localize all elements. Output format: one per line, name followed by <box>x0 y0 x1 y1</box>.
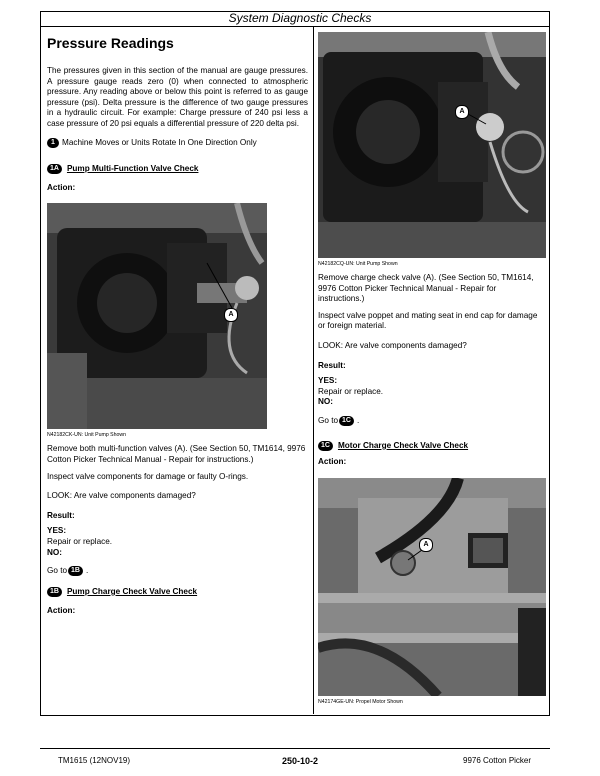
step-1 <box>47 138 308 149</box>
step-1c-badge: 1C <box>318 441 333 451</box>
callout-a: A <box>224 308 238 322</box>
action-label-2: Action: <box>47 606 76 616</box>
goto-text: Go to <box>47 566 68 576</box>
action-label: Action: <box>47 182 76 192</box>
left-column <box>47 32 308 617</box>
column-divider <box>313 27 314 714</box>
callout-a: A <box>455 105 469 119</box>
step-1b-heading[interactable] <box>47 587 308 598</box>
goto-1c-badge[interactable]: 1C <box>339 416 354 426</box>
yes-label: YES: <box>318 376 338 386</box>
goto-1b-badge[interactable]: 1B <box>68 566 83 576</box>
callout-a: A <box>419 538 433 552</box>
photo-caption: N42182CQ-UN: Unit Pump Shown <box>318 261 398 267</box>
propel-motor-photo-image <box>318 478 546 696</box>
step-1a-heading[interactable] <box>47 164 308 175</box>
propel-motor-photo <box>318 478 546 696</box>
photo-caption: N42174GE-UN: Propel Motor Shown <box>318 698 403 705</box>
instruction-remove: Remove charge check valve (A). (See Section 50, TM1614, 9976 Cotton Picker Technical Manual - Repair for instructions.) <box>318 273 534 304</box>
step-1b-badge: 1B <box>47 587 62 597</box>
result-label: Result: <box>318 360 346 370</box>
action-label: Action: <box>318 457 347 467</box>
instruction-remove: Remove both multi-function valves (A). (See Section 50, TM1614, 9976 Cotton Picker Technical Manual - Repair for instructions.) <box>47 444 306 464</box>
photo-caption: N42182CK-UN: Unit Pump Shown <box>47 432 127 439</box>
no-label: NO: <box>318 397 334 407</box>
instruction-inspect: Inspect valve components for damage or faulty O-rings. <box>47 471 249 481</box>
header-rule <box>40 26 550 27</box>
step-1a-badge: 1A <box>47 164 62 174</box>
step-1c-heading[interactable] <box>318 441 543 452</box>
yes-text: Repair or replace. <box>318 386 384 396</box>
footer-page-number: 250-10-2 <box>281 756 319 766</box>
page-header-title: System Diagnostic Checks <box>228 11 372 25</box>
step-1c-title: Motor Charge Check Valve Check <box>337 440 469 450</box>
step-1b-title: Pump Charge Check Valve Check <box>66 586 198 596</box>
footer-rule <box>40 748 550 749</box>
right-column <box>318 32 543 711</box>
charge-check-photo <box>318 32 546 258</box>
goto-step-1b[interactable]: Go to 1B . <box>47 566 89 576</box>
goto-text: Go to <box>318 415 339 425</box>
look-question: LOOK: Are valve components damaged? <box>318 340 467 350</box>
step-1-text: Machine Moves or Units Rotate In One Direction Only <box>62 137 257 147</box>
step-1-badge: 1 <box>47 138 59 148</box>
yes-text: Repair or replace. <box>47 536 113 546</box>
section-heading: Pressure Readings <box>47 35 174 51</box>
look-question: LOOK: Are valve components damaged? <box>47 491 196 501</box>
step-1a-title: Pump Multi-Function Valve Check <box>66 164 199 174</box>
unit-pump-photo <box>47 203 267 429</box>
goto-step-1c[interactable]: Go to 1C . <box>318 415 360 425</box>
result-label: Result: <box>47 510 75 520</box>
charge-check-photo-image <box>318 32 546 258</box>
yes-label: YES: <box>47 526 67 536</box>
instruction-inspect: Inspect valve poppet and mating seat in end cap for damage or foreign material. <box>318 310 538 331</box>
intro-paragraph: The pressures given in this section of the manual are gauge pressures. A pressure gauge reads zero (0) when connected to atmospheric pressure. Any reading above or below this point is referred to as gauge pressure (psi). Delta pressure is the difference of two gauge pressures in a hydraulic circuit. For example: Charge pressure of 240 psi less a case pressure of 20 psi equals a differential pressure of 220 delta psi. <box>47 66 308 128</box>
footer-manual-id: TM1615 (12NOV19) <box>58 756 131 765</box>
no-label: NO: <box>47 547 63 557</box>
footer-product: 9976 Cotton Picker <box>463 756 532 765</box>
